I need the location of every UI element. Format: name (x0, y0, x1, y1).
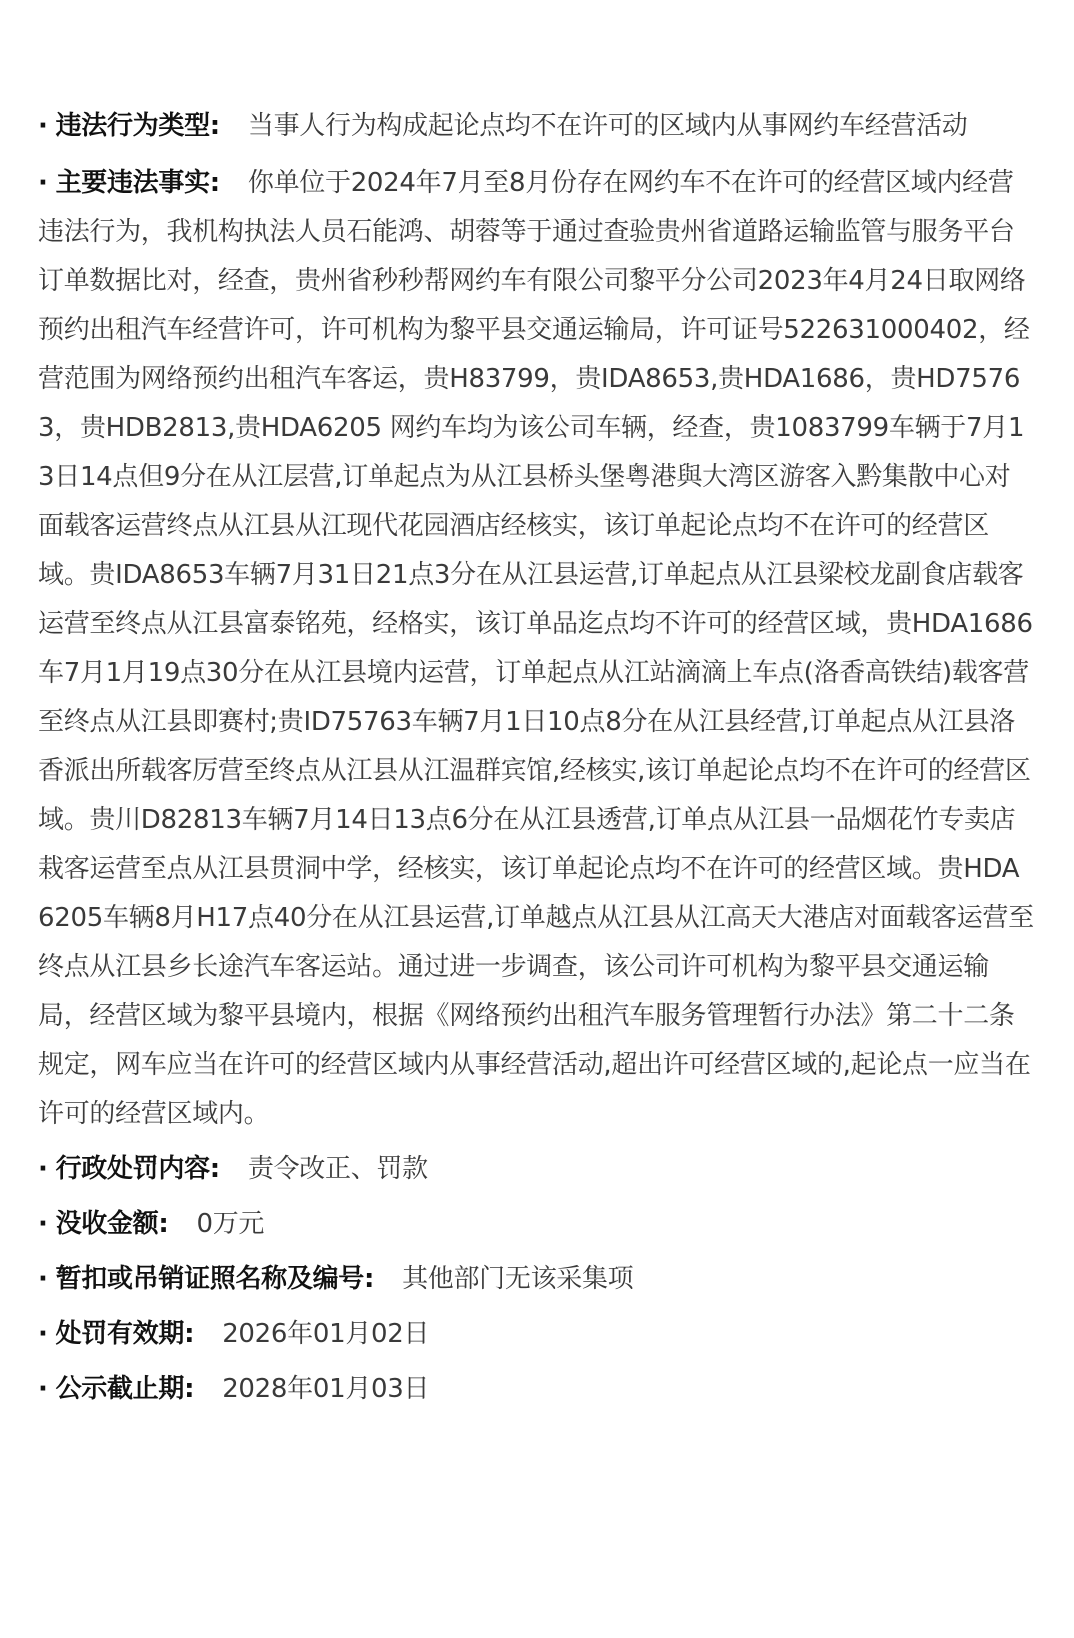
bullet-dot: · (38, 1319, 48, 1349)
penalty-validity-field (38, 1310, 1034, 1359)
confiscation-amount-value: 0万元 (196, 1209, 265, 1239)
penalty-validity-value: 2026年01月02日 (222, 1319, 430, 1349)
bullet-dot: · (38, 1154, 48, 1184)
penalty-content-value: 责令改正、罚款 (247, 1154, 428, 1184)
main-facts-field (38, 159, 1034, 1139)
confiscation-amount-field (38, 1200, 1034, 1249)
penalty-content-field (38, 1145, 1034, 1194)
violation-type-label: 违法行为类型: (55, 111, 220, 141)
violation-type-value: 当事人行为构成起论点均不在许可的区域内从事网约车经营活动 (247, 111, 968, 141)
publicity-deadline-label: 公示截止期: (55, 1374, 195, 1404)
license-suspension-field (38, 1255, 1034, 1304)
main-facts-label: 主要违法事实: (55, 168, 220, 198)
main-facts-value: 你单位于2024年7月至8月份存在网约车不在许可的经营区域内经营违法行为，我机构执法人员石能鸿、胡蓉等于通过查验贵州省道路运输监管与服务平台订单数据比对，经查，贵州省秒秒帮网约车有限公司黎平分公司2023年4月24日取网络预约出租汽车经营许可，许可机构为黎平县交通运输局，许可证号522631000402，经营范围为网络预约出租汽车客运，贵H83799，贵IDA8653,贵HDA1686，贵HD75763，贵HDB2813,贵HDA6205 网约车均为该公司车辆，经查，贵1083799车辆于7月13日14点但9分在从江层营,订单起点为从江县桥头堡粤港與大湾区游客入黔集散中心对面载客运营终点从江县从江现代花园酒店经核实，该订单起论点均不在许可的经营区域。贵IDA8653车辆7月31日21点3分在从江县运营,订单起点从江县梁校龙副食店载客运营至终点从江县富泰铭苑，经格实，该订单品迄点均不许可的经营区域，贵HDA1686车7月1月19点30分在从江县境内运营，订单起点从江站滴滴上车点(洛香高铁结)载客营至终点从江县即赛村;贵ID75763车辆7月1日10点8分在从江县经营,订单起点从江县洛香派出所载客厉营至终点从江县从江温群宾馆,经核实,该订单起论点均不在许可的经营区域。贵川D82813车辆7月14日13点6分在从江县透营,订单点从江县一品烟花竹专卖店栽客运营至点从江县贯洞中学，经核实，该订单起论点均不在许可的经营区域。贵HDA6205车辆8月H17点40分在从江县运营,订单越点从江县从江高天大港店对面载客运营至终点从江县乡长途汽车客运站。通过进一步调查，该公司许可机构为黎平县交通运输局，经营区域为黎平县境内，根据《网络预约出租汽车服务管理暂行办法》第二十二条规定，网车应当在许可的经营区域内从事经营活动,超出许可经营区域的,起论点一应当在许可的经营区域内。 (38, 168, 1034, 1129)
license-suspension-value: 其他部门无该采集项 (402, 1264, 634, 1294)
bullet-dot: · (38, 1374, 48, 1404)
bullet-dot: · (38, 1264, 48, 1294)
bullet-dot: · (38, 168, 48, 198)
bullet-dot: · (38, 1209, 48, 1239)
penalty-validity-label: 处罚有效期: (55, 1319, 195, 1349)
publicity-deadline-field (38, 1365, 1034, 1414)
confiscation-amount-label: 没收金额: (55, 1209, 169, 1239)
bullet-dot: · (38, 111, 48, 141)
license-suspension-label: 暂扣或吊销证照名称及编号: (55, 1264, 375, 1294)
violation-type-field (38, 102, 1034, 151)
publicity-deadline-value: 2028年01月03日 (222, 1374, 430, 1404)
penalty-content-label: 行政处罚内容: (55, 1154, 220, 1184)
